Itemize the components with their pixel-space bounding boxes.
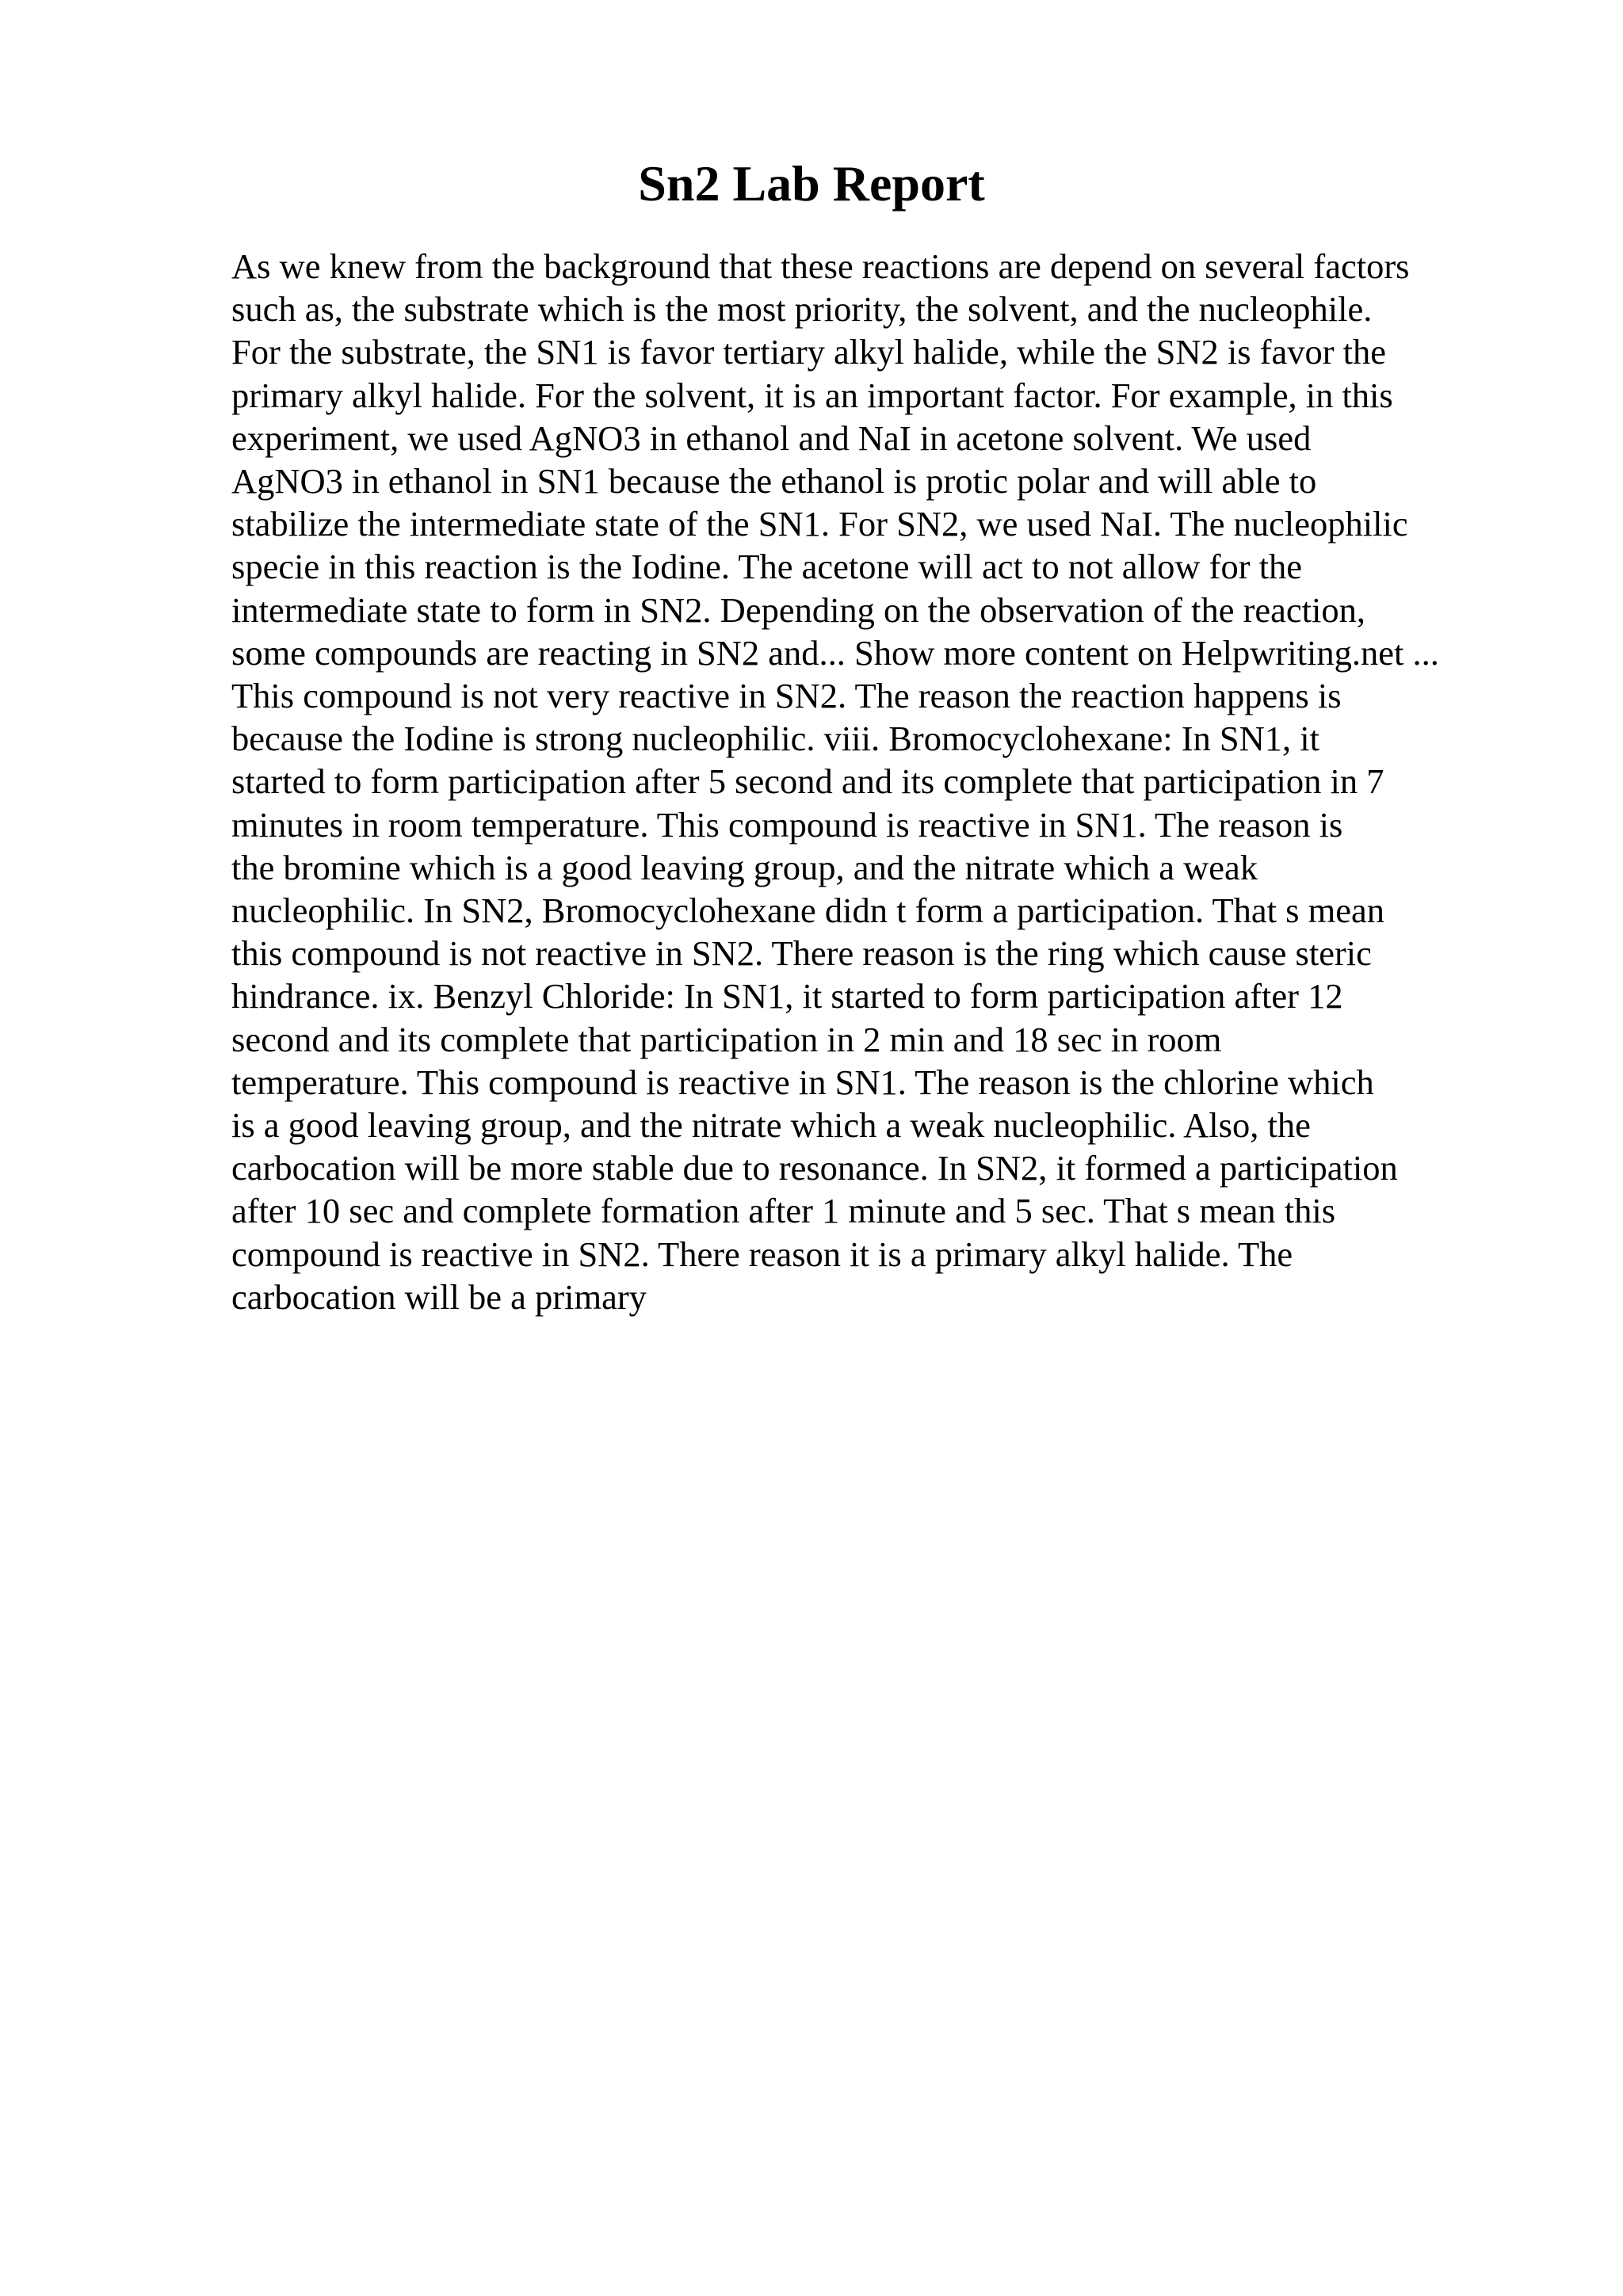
body-line: stabilize the intermediate state of the SN1. For SN2, we used NaI. The nucleophilic xyxy=(231,504,1408,544)
body-line: This compound is not very reactive in SN2. The reason the reaction happens is xyxy=(231,676,1342,716)
body-line: started to form participation after 5 second and its complete that participation in 7 xyxy=(231,761,1384,802)
body-line: intermediate state to form in SN2. Depending on the observation of the reaction, xyxy=(231,589,1366,630)
body-line: carbocation will be more stable due to resonance. In SN2, it formed a participation xyxy=(231,1148,1398,1188)
body-line: temperature. This compound is reactive in SN1. The reason is the chlorine which xyxy=(231,1062,1374,1102)
body-line: this compound is not reactive in SN2. There reason is the ring which cause steric xyxy=(231,933,1372,974)
body-line: such as, the substrate which is the most priority, the solvent, and the nucleophile. xyxy=(231,289,1373,330)
body-line: minutes in room temperature. This compound is reactive in SN1. The reason is xyxy=(231,804,1343,845)
document-title: Sn2 Lab Report xyxy=(638,155,985,212)
body-line: primary alkyl halide. For the solvent, it is an important factor. For example, in this xyxy=(231,375,1393,415)
body-line: For the substrate, the SN1 is favor tertiary alkyl halide, while the SN2 is favor the xyxy=(231,332,1387,372)
body-line: nucleophilic. In SN2, Bromocyclohexane didn t form a participation. That s mean xyxy=(231,891,1384,931)
body-line: because the Iodine is strong nucleophilic. viii. Bromocyclohexane: In SN1, it xyxy=(231,719,1320,759)
body-line: after 10 sec and complete formation after 1 minute and 5 sec. That s mean this xyxy=(231,1191,1336,1231)
body-line: AgNO3 in ethanol in SN1 because the ethanol is protic polar and will able to xyxy=(231,461,1317,502)
body-line: carbocation will be a primary xyxy=(231,1276,647,1317)
body-line: hindrance. ix. Benzyl Chloride: In SN1, it started to form participation after 12 xyxy=(231,976,1343,1016)
body-line: is a good leaving group, and the nitrate which a weak nucleophilic. Also, the xyxy=(231,1105,1311,1146)
body-line: the bromine which is a good leaving group, and the nitrate which a weak xyxy=(231,847,1258,887)
body-line: compound is reactive in SN2. There reason it is a primary alkyl halide. The xyxy=(231,1234,1293,1274)
body-line: experiment, we used AgNO3 in ethanol and NaI in acetone solvent. We used xyxy=(231,418,1312,458)
body-line: specie in this reaction is the Iodine. The acetone will act to not allow for the xyxy=(231,547,1303,587)
body-line: second and its complete that participation in 2 min and 18 sec in room xyxy=(231,1019,1222,1059)
document-body xyxy=(231,245,1515,1318)
body-line: some compounds are reacting in SN2 and... Show more content on Helpwriting.net ... xyxy=(231,632,1439,673)
body-line: As we knew from the background that these reactions are depend on several factors xyxy=(231,246,1410,286)
